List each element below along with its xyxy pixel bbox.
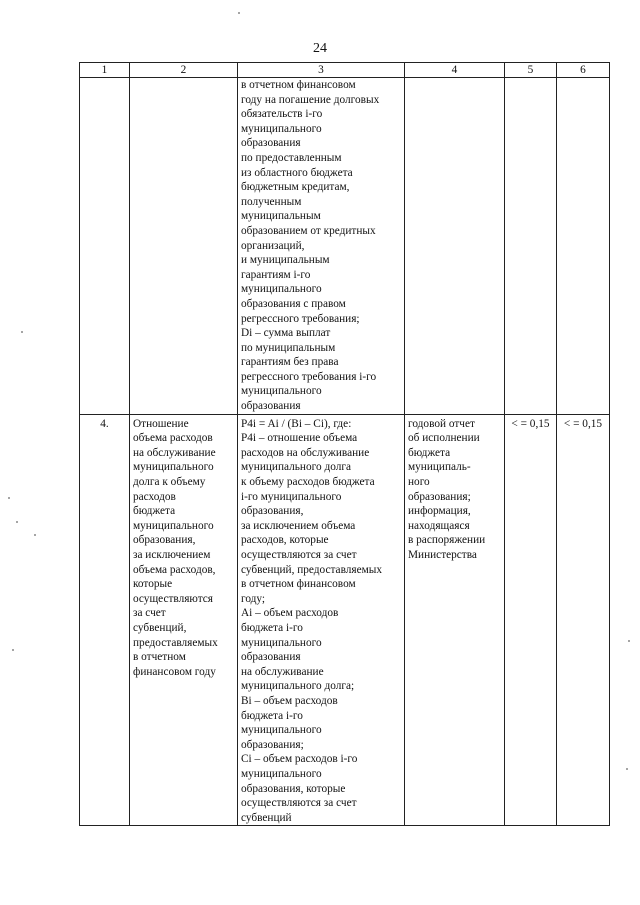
text-line: образования, <box>241 505 304 518</box>
scan-speck <box>34 534 36 536</box>
scan-speck <box>8 497 10 499</box>
text-line: осуществляются <box>133 592 213 605</box>
scan-speck <box>21 331 23 333</box>
text-line: году; <box>241 592 266 605</box>
text-line: образования <box>241 651 301 664</box>
text-line: Ci – объем расходов i-го <box>241 753 358 766</box>
text-line: образования <box>241 400 301 413</box>
row4-formula <box>238 414 405 826</box>
text-line: по предоставленным <box>241 151 342 164</box>
text-line: образования, которые <box>241 782 346 795</box>
row4-number: 4. <box>80 414 130 826</box>
continuation-name-cell <box>130 78 238 415</box>
text-line: полученным <box>241 195 302 208</box>
text-line: муниципального <box>133 461 214 474</box>
text-line: годовой отчет <box>408 417 475 430</box>
text-line: субвенций, предоставляемых <box>241 563 382 576</box>
text-line: муниципального <box>241 122 322 135</box>
text-line: осуществляются за счет <box>241 549 357 561</box>
text-line: Министерства <box>408 549 477 561</box>
text-line: по муниципальным <box>241 341 336 354</box>
text-line: регрессного требования; <box>241 312 360 325</box>
text-line: образования <box>241 137 301 150</box>
indicator-table <box>79 62 610 826</box>
text-line: за исключением объема <box>241 519 356 532</box>
text-line: расходов <box>133 490 176 503</box>
text-line: гарантиям без права <box>241 356 339 369</box>
text-line: образования, <box>133 534 196 547</box>
header-col-2: 2 <box>130 63 238 78</box>
header-col-6: 6 <box>557 63 610 78</box>
text-line: об исполнении <box>408 432 480 445</box>
text-line: из областного бюджета <box>241 166 353 179</box>
text-line: муниципального <box>241 283 322 296</box>
continuation-source-cell <box>405 78 505 415</box>
text-line: Отношение <box>133 417 189 430</box>
text-line: муниципаль- <box>408 461 471 474</box>
text-line: за исключением <box>133 549 211 561</box>
text-line: бюджета i-го <box>241 709 303 722</box>
text-line: Bi – объем расходов <box>241 694 338 707</box>
text-line: в отчетном финансовом <box>241 79 356 91</box>
text-line: муниципального <box>241 385 322 398</box>
text-line: находящаяся <box>408 519 470 532</box>
continuation-row <box>80 78 610 415</box>
page-number: 24 <box>313 41 327 56</box>
text-line: обязательств i-го <box>241 108 323 121</box>
text-line: субвенций, <box>133 621 187 634</box>
text-line: муниципального <box>241 636 322 649</box>
text-line: и муниципальным <box>241 254 330 267</box>
continuation-formula-cell <box>238 78 405 415</box>
text-line: Di – сумма выплат <box>241 327 331 340</box>
scan-speck <box>16 521 18 523</box>
text-line: бюджета <box>133 505 176 518</box>
text-line: объема расходов, <box>133 563 216 576</box>
text-line: муниципального <box>241 767 322 780</box>
text-line: бюджета <box>408 446 451 459</box>
header-col-3: 3 <box>238 63 405 78</box>
text-line: на обслуживание <box>133 446 216 459</box>
text-line: ного <box>408 476 430 489</box>
text-line: за счет <box>133 607 166 620</box>
text-line: муниципального <box>133 519 214 532</box>
scan-speck <box>628 640 630 642</box>
text-line: образования; <box>241 738 304 751</box>
row4-indicator-name <box>130 414 238 826</box>
text-line: в отчетном <box>133 651 186 664</box>
text-line: расходов, которые <box>241 534 329 547</box>
text-line: в распоряжении <box>408 534 486 547</box>
row4-col5-value: < = 0,15 <box>505 414 557 826</box>
scan-speck <box>12 649 14 651</box>
header-col-4: 4 <box>405 63 505 78</box>
text-line: объема расходов <box>133 432 213 445</box>
text-line: расходов на обслуживание <box>241 446 370 459</box>
text-line: организаций, <box>241 239 305 252</box>
text-line: долга к объему <box>133 476 206 489</box>
text-line: которые <box>133 578 173 591</box>
text-line: финансовом году <box>133 665 216 678</box>
text-line: муниципального долга; <box>241 680 355 693</box>
continuation-col5-cell <box>505 78 557 415</box>
text-line: регрессного требования i-го <box>241 370 377 383</box>
text-line: P4i = Ai / (Bi – Ci), где: <box>241 417 352 430</box>
text-line: бюджетным кредитам, <box>241 181 350 194</box>
text-line: P4i – отношение объема <box>241 432 358 445</box>
text-line: бюджета i-го <box>241 621 303 634</box>
text-line: осуществляются за счет <box>241 797 357 810</box>
text-line: в отчетном финансовом <box>241 578 356 591</box>
text-line: муниципальным <box>241 210 321 223</box>
text-line: образования; <box>408 490 471 503</box>
text-line: гарантиям i-го <box>241 268 311 281</box>
text-line: образованием от кредитных <box>241 224 376 237</box>
text-line: на обслуживание <box>241 665 324 678</box>
text-line: муниципального <box>241 724 322 737</box>
row4-col6-value: < = 0,15 <box>557 414 610 826</box>
row4-source <box>405 414 505 826</box>
text-line: информация, <box>408 505 471 518</box>
text-line: Ai – объем расходов <box>241 607 339 620</box>
text-line: муниципального долга <box>241 461 351 474</box>
scan-speck <box>238 12 240 14</box>
header-row <box>80 63 610 78</box>
scan-speck <box>626 768 628 770</box>
continuation-number-cell <box>80 78 130 415</box>
text-line: предоставляемых <box>133 636 218 649</box>
text-line: году на погашение долговых <box>241 93 380 106</box>
header-col-1: 1 <box>80 63 130 78</box>
text-line: образования с правом <box>241 297 346 310</box>
table-row-4 <box>80 414 610 826</box>
header-col-5: 5 <box>505 63 557 78</box>
text-line: к объему расходов бюджета <box>241 476 375 489</box>
continuation-col6-cell <box>557 78 610 415</box>
text-line: i-го муниципального <box>241 490 342 503</box>
text-line: субвенций <box>241 811 292 824</box>
